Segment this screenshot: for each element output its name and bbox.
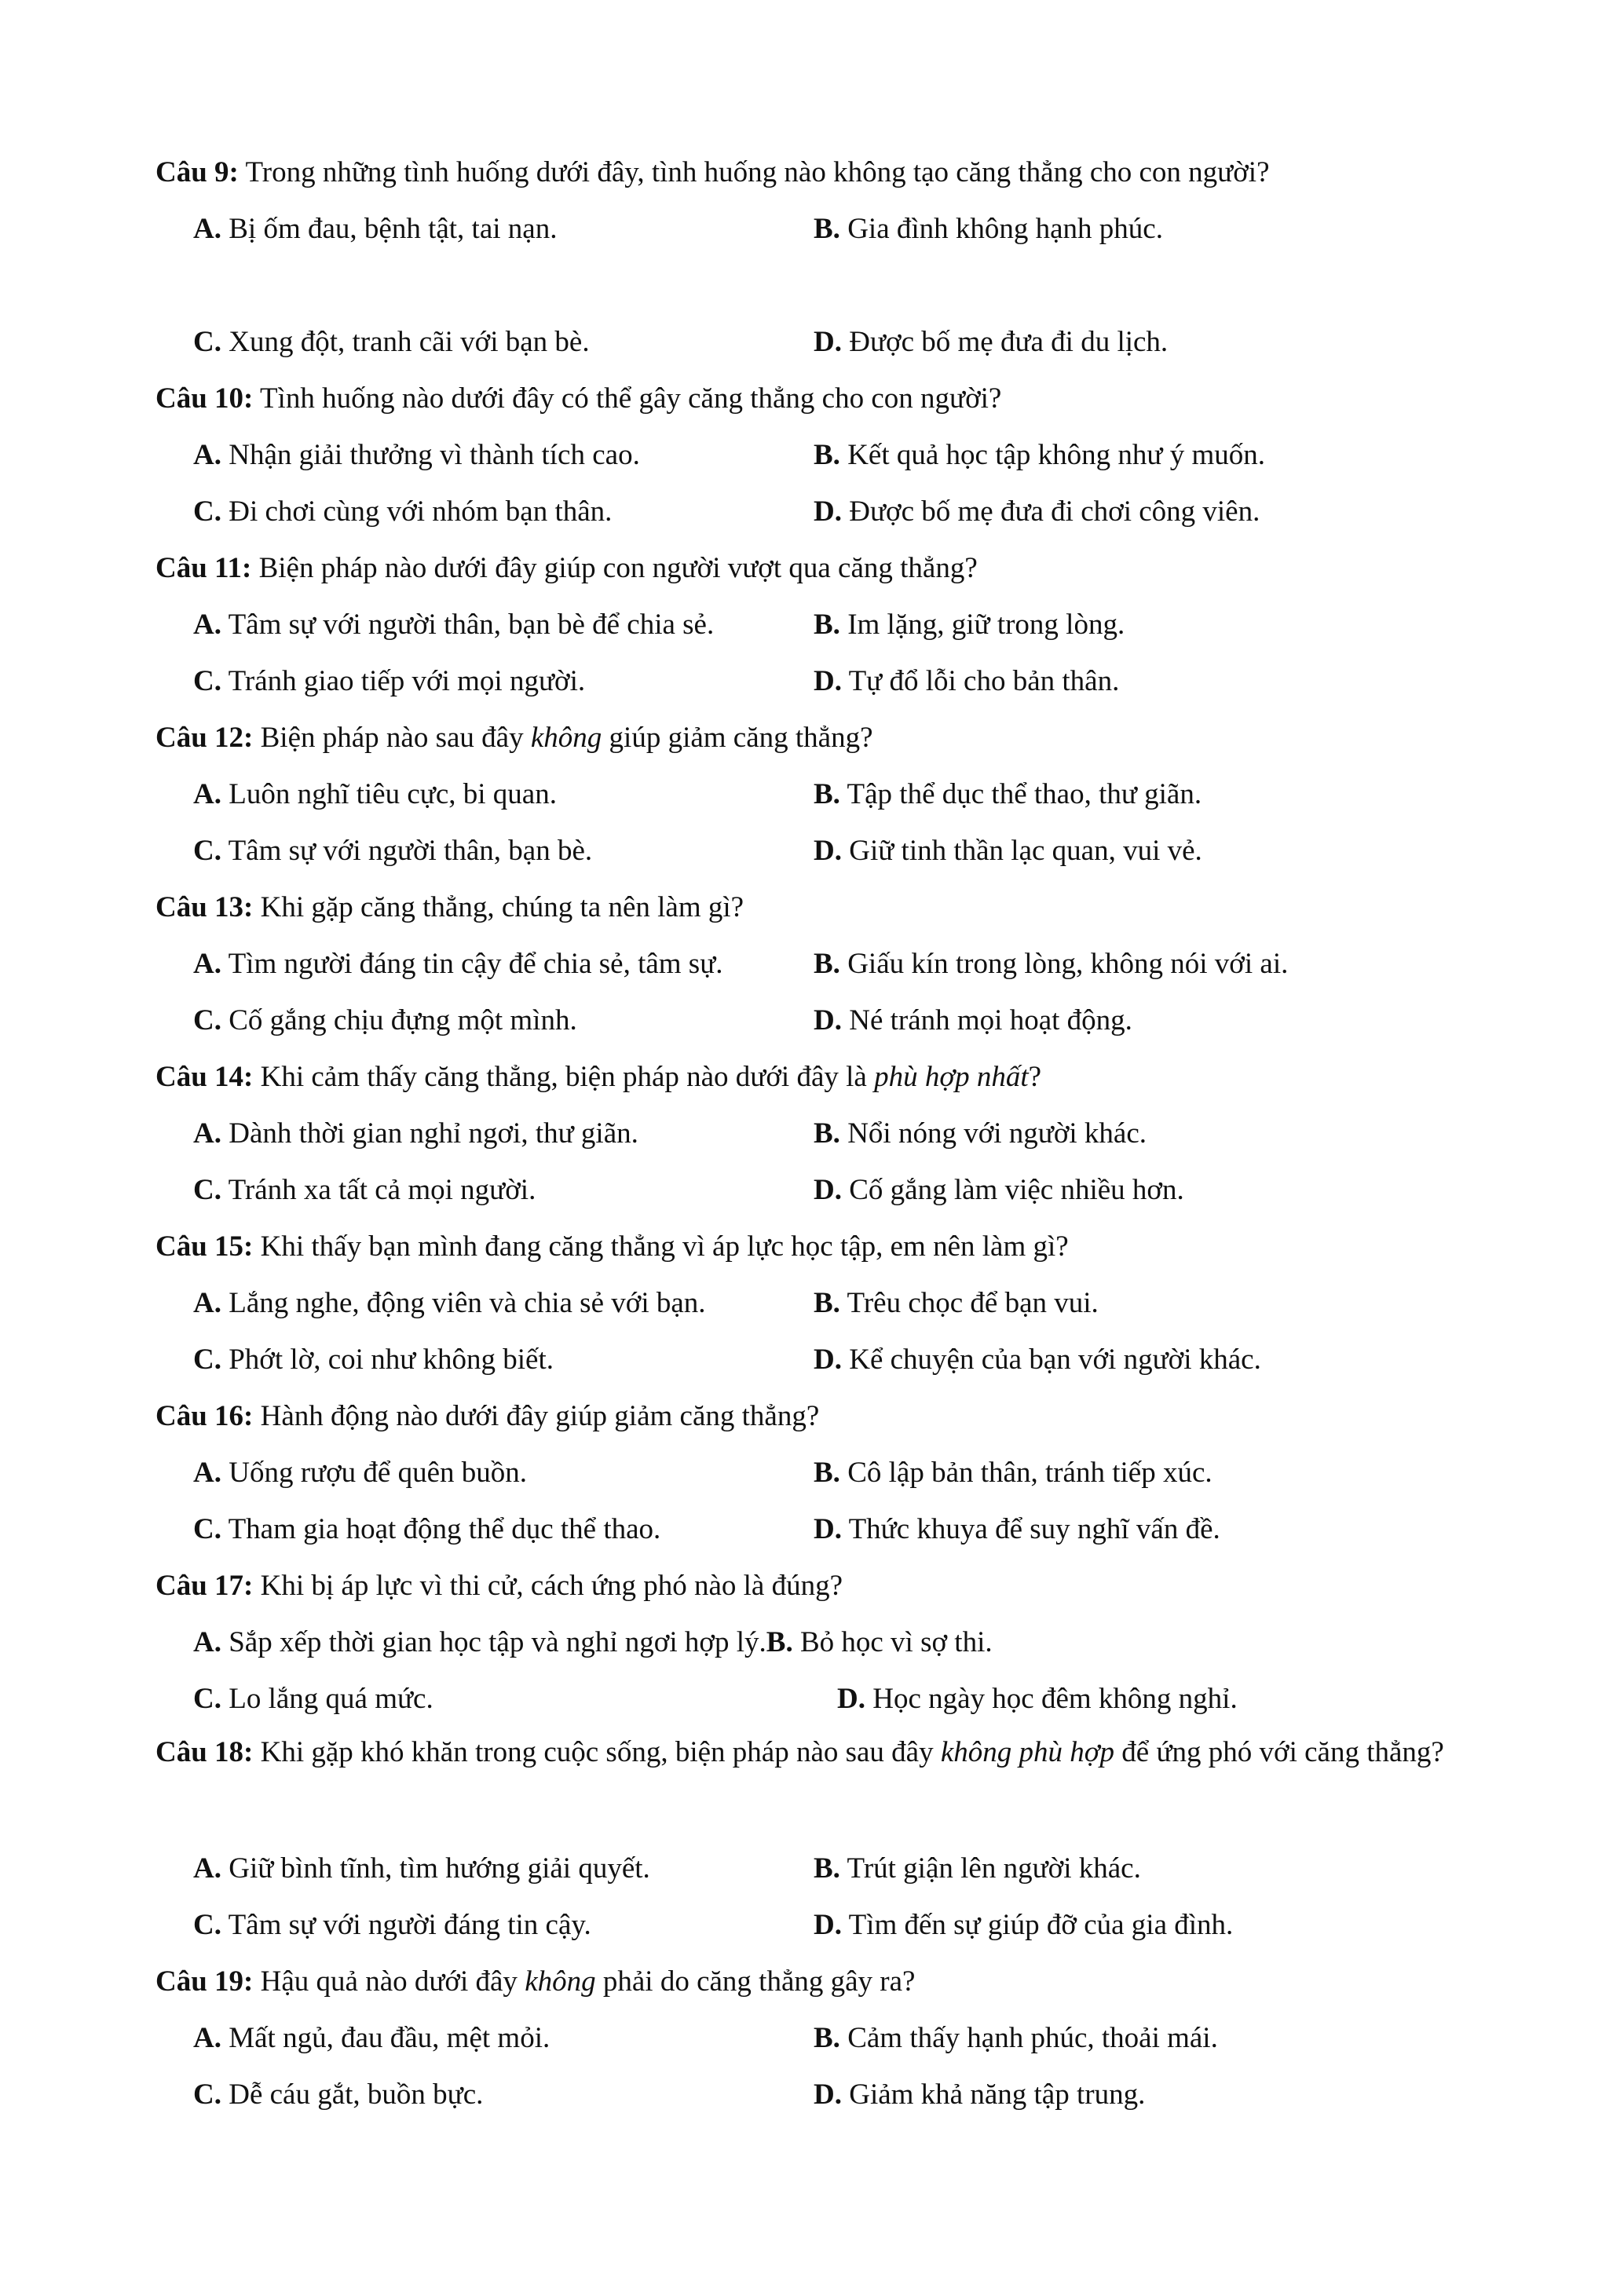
option-b: B. Kết quả học tập không như ý muốn.	[814, 439, 1265, 471]
option-b: B. Im lặng, giữ trong lòng.	[814, 609, 1125, 641]
option-a: A. Tìm người đáng tin cậy để chia sẻ, tâm sự.	[193, 948, 723, 980]
option-c: C. Tham gia hoạt động thể dục thể thao.	[193, 1513, 661, 1545]
question-text: Khi thấy bạn mình đang căng thẳng vì áp lực học tập, em nên làm gì?	[253, 1230, 1069, 1263]
option-b: B. Trêu chọc để bạn vui.	[814, 1287, 1099, 1319]
option-a: A. Luôn nghĩ tiêu cực, bi quan.	[193, 778, 557, 810]
emphasis: phù hợp nhất	[874, 1061, 1029, 1093]
question-12: Câu 12: Biện pháp nào sau đây không giúp giảm căng thẳng?	[155, 722, 873, 754]
question-17	[155, 1569, 1483, 1603]
option-c: C. Xung đột, tranh cãi với bạn bè.	[193, 326, 590, 358]
question-19: Câu 19: Hậu quả nào dưới đây không phải do căng thẳng gây ra?	[155, 1965, 916, 1998]
option-d: D. Tìm đến sự giúp đỡ của gia đình.	[814, 1909, 1234, 1941]
option-b: B. Nổi nóng với người khác.	[814, 1117, 1147, 1150]
option-a: A. Giữ bình tĩnh, tìm hướng giải quyết.	[193, 1852, 650, 1885]
option-a: A. Mất ngủ, đau đầu, mệt mỏi.	[193, 2022, 550, 2054]
question-label: Câu 19:	[155, 1965, 254, 1998]
option-a: A. Nhận giải thưởng vì thành tích cao.	[193, 439, 640, 471]
option-b: B. Gia đình không hạnh phúc.	[814, 213, 1163, 245]
question-label: Câu 18:	[155, 1736, 254, 1768]
question-16	[155, 1399, 1483, 1433]
option-c: C. Dễ cáu gắt, buồn bực.	[193, 2078, 484, 2111]
question-label: Câu 11:	[155, 552, 252, 584]
question-15	[155, 1230, 1483, 1263]
option-d: D. Né tránh mọi hoạt động.	[814, 1004, 1132, 1036]
question-text: Biện pháp nào dưới đây giúp con người vượt qua căng thẳng?	[251, 552, 978, 584]
option-d: D. Được bố mẹ đưa đi du lịch.	[814, 326, 1169, 358]
question-text: Khi bị áp lực vì thi cử, cách ứng phó nào là đúng?	[253, 1570, 843, 1602]
question-label: Câu 10:	[155, 382, 254, 415]
question-10	[155, 382, 1483, 415]
emphasis: không phù hợp	[940, 1736, 1115, 1768]
emphasis: không	[525, 1965, 596, 1998]
option-a: A. Uống rượu để quên buồn.	[193, 1457, 527, 1489]
option-b: B. Cô lập bản thân, tránh tiếp xúc.	[814, 1457, 1213, 1489]
option-c: C. Đi chơi cùng với nhóm bạn thân.	[193, 495, 613, 528]
option-a: A. Tâm sự với người thân, bạn bè để chia sẻ.	[193, 609, 715, 641]
question-label: Câu 15:	[155, 1230, 254, 1263]
question-label: Câu 9:	[155, 156, 239, 188]
option-d: D. Học ngày học đêm không nghỉ.	[837, 1683, 1238, 1715]
question-14: Câu 14: Khi cảm thấy căng thẳng, biện pháp nào dưới đây là phù hợp nhất?	[155, 1061, 1042, 1093]
option-d: D. Giữ tinh thần lạc quan, vui vẻ.	[814, 835, 1202, 867]
option-a: A. Lắng nghe, động viên và chia sẻ với bạn.	[193, 1287, 706, 1319]
option-d: D. Tự đổ lỗi cho bản thân.	[814, 665, 1120, 697]
option-d: D. Giảm khả năng tập trung.	[814, 2078, 1146, 2111]
question-18: Câu 18: Khi gặp khó khăn trong cuộc sống, biện pháp nào sau đây không phù hợp để ứng phó với căng thẳng?	[155, 1736, 1444, 1768]
emphasis: không	[530, 722, 602, 754]
option-c: C. Tâm sự với người thân, bạn bè.	[193, 835, 593, 867]
option-a-b-line: A. Sắp xếp thời gian học tập và nghỉ ngơi hợp lý.B. Bỏ học vì sợ thi.	[193, 1626, 993, 1658]
option-c: C. Tâm sự với người đáng tin cậy.	[193, 1909, 591, 1941]
option-b: B. Tập thể dục thể thao, thư giãn.	[814, 778, 1202, 810]
option-b: B. Giấu kín trong lòng, không nói với ai.	[814, 948, 1289, 980]
question-label: Câu 16:	[155, 1400, 254, 1432]
question-text: Hành động nào dưới đây giúp giảm căng thẳng?	[253, 1400, 820, 1432]
option-c: C. Tránh xa tất cả mọi người.	[193, 1174, 536, 1206]
question-text: Khi gặp căng thẳng, chúng ta nên làm gì?	[253, 891, 744, 923]
option-c: C. Tránh giao tiếp với mọi người.	[193, 665, 586, 697]
option-c: C. Lo lắng quá mức.	[193, 1683, 433, 1715]
option-b: B. Trút giận lên người khác.	[814, 1852, 1141, 1885]
question-label: Câu 14:	[155, 1061, 254, 1093]
option-c: C. Phớt lờ, coi như không biết.	[193, 1344, 554, 1376]
option-b: B. Cảm thấy hạnh phúc, thoải mái.	[814, 2022, 1218, 2054]
option-c: C. Cố gắng chịu đựng một mình.	[193, 1004, 577, 1036]
question-11	[155, 551, 1483, 585]
option-d: D. Kể chuyện của bạn với người khác.	[814, 1344, 1261, 1376]
question-text: Trong những tình huống dưới đây, tình huống nào không tạo căng thẳng cho con người?	[238, 156, 1270, 188]
question-text: Tình huống nào dưới đây có thể gây căng thẳng cho con người?	[253, 382, 1002, 415]
question-label: Câu 12:	[155, 722, 254, 754]
option-a: A. Bị ốm đau, bệnh tật, tai nạn.	[193, 213, 558, 245]
question-label: Câu 13:	[155, 891, 254, 923]
question-13	[155, 890, 1483, 924]
question-label: Câu 17:	[155, 1570, 254, 1602]
option-a: A. Dành thời gian nghỉ ngơi, thư giãn.	[193, 1117, 638, 1150]
option-d: D. Được bố mẹ đưa đi chơi công viên.	[814, 495, 1260, 528]
option-d: D. Thức khuya để suy nghĩ vấn đề.	[814, 1513, 1220, 1545]
question-9	[155, 155, 1483, 189]
option-d: D. Cố gắng làm việc nhiều hơn.	[814, 1174, 1184, 1206]
